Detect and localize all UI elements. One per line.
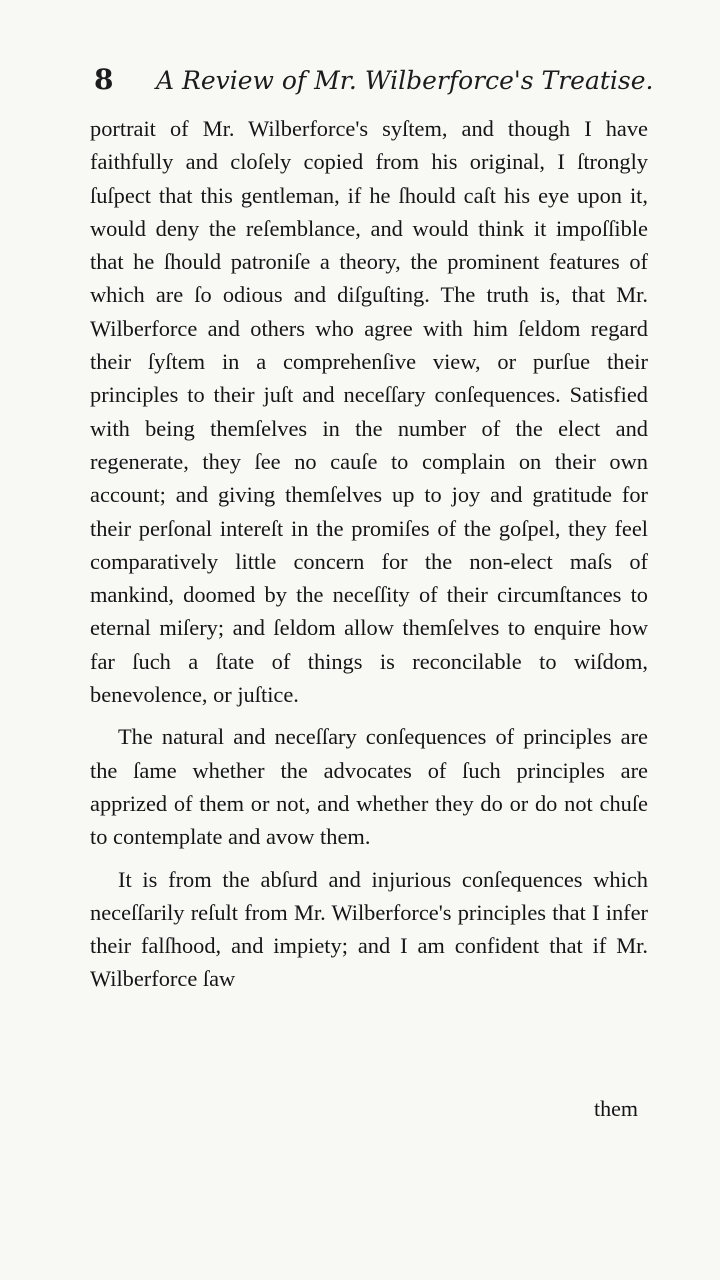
running-title: A Review of Mr. Wilberforce's Treatise. bbox=[156, 66, 654, 95]
running-head bbox=[94, 62, 654, 98]
body-text bbox=[90, 112, 648, 996]
paragraph-2: The natural and neceſſary conſequences of principles are the ſame whether the advocates of ſuch principles are apprized of them or not, and whether they do or do not chuſe to contemplate and avow them. bbox=[90, 724, 648, 850]
catchword: them bbox=[594, 1096, 638, 1121]
paragraph-1: portrait of Mr. Wilberforce's syſtem, and though I have faithfully and cloſely copied from his original, I ſtrongly ſuſpect that this gentleman, if he ſhould caſt his eye upon it, would deny the reſemblance, and would think it impoſſible that he ſhould patroniſe a theory, the prominent features of which are ſo odious and diſguſting. The truth is, that Mr. Wilberforce and others who agree with him ſeldom regard their ſyſtem in a comprehenſive view, or purſue their principles to their juſt and neceſſary conſequences. Satisfied with being themſelves in the number of the elect and regenerate, they ſee no cauſe to complain on their own account; and giving themſelves up to joy and gratitude for their perſonal intereſt in the promiſes of the goſpel, they feel comparatively little concern for the non-elect maſs of mankind, doomed by the neceſſity of their circumſtances to eternal miſery; and ſeldom allow themſelves to enquire how far ſuch a ſtate of things is reconcilable to wiſdom, benevolence, or juſtice. bbox=[90, 116, 648, 708]
paragraph-3: It is from the abſurd and injurious conſequences which neceſſarily reſult from Mr. Wilberforce's principles that I infer their falſhood, and impiety; and I am confident that if Mr. Wilberforce ſaw bbox=[90, 866, 648, 992]
page-number: 8 bbox=[94, 63, 114, 96]
